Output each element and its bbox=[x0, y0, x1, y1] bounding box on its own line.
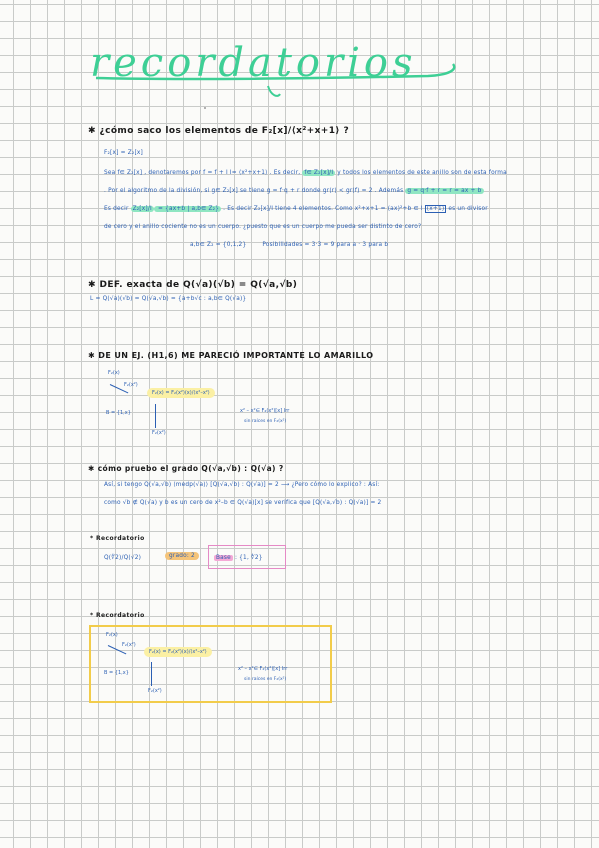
bullet-asterisk: ✱ bbox=[88, 351, 99, 360]
bullet-asterisk: ✱ bbox=[88, 126, 100, 136]
reminder2-top-field: F₂(x) bbox=[106, 632, 118, 638]
q3-basis: B = {1,x} bbox=[106, 410, 131, 416]
q4-line1: Así, si tengo Q(√a,√b) ⟨medp(√a)⟩ [Q(√a,√b) : Q(√a)] = 2 ⟶ ¿Pero cómo lo explico? : Así: bbox=[104, 482, 380, 488]
q3-bottom-field: F₂(x²) bbox=[152, 430, 166, 436]
q1-line4-text-end: es un divisor bbox=[448, 206, 488, 212]
q1-line1: F₂[x] = Z₂[x] bbox=[104, 150, 144, 156]
reminder2-top-subfield: F₂(x²) bbox=[122, 642, 136, 648]
q1-line3 bbox=[104, 188, 484, 194]
q4-line2: como √b ∉ Q(√a) y b es un cero de x²–b ∈ Q(√a)[x] se verifica que [Q(√a,√b) : Q(√a)] = 2 bbox=[104, 500, 382, 506]
stray-dot bbox=[204, 107, 206, 109]
q3-note-irreducible: x² – x²∈ F₂(x²)[x] Irr bbox=[240, 408, 290, 414]
q1-heading-text: ¿cómo saco los elementos de F₂[x]/⟨x²+x+1⟩ ? bbox=[99, 126, 350, 136]
page-title: recordatorios bbox=[90, 40, 417, 86]
reminder2-note-no-roots: sin raíces en F₂(x²) bbox=[244, 677, 287, 682]
q1-line6-possibilities: Posibilidades = 3·3 = 9 para a · 3 para b bbox=[262, 242, 389, 248]
reminder1-degree bbox=[165, 553, 199, 559]
q3-heading bbox=[88, 351, 373, 360]
q1-line4-boxed: (x+1) bbox=[426, 206, 445, 212]
q1-line2-highlight: f∈ Z₂[x]/I bbox=[304, 170, 334, 176]
reminder2-middle bbox=[144, 649, 212, 655]
bullet-asterisk: ✱ bbox=[88, 464, 98, 473]
reminder2-middle-quotient: /⟨x²–x²⟩ bbox=[188, 649, 207, 655]
q1-line6 bbox=[190, 242, 388, 248]
q1-line2-text: Sea f∈ Z₂[x] , denotaremos por f = f + I I= ⟨x²+x+1⟩ . Es decir, bbox=[104, 170, 301, 176]
reminder2-middle-highlight bbox=[144, 647, 212, 657]
reminder1-extension: Q(∜2)/Q(√2) bbox=[104, 555, 142, 561]
q4-heading-text: cómo pruebo el grado Q(√a,√b) : Q(√a) ? bbox=[97, 464, 284, 473]
q4-heading bbox=[88, 464, 284, 473]
reminder2-basis: B = {1,x} bbox=[104, 670, 129, 676]
q1-line4-text: Es decir bbox=[104, 206, 129, 212]
reminder1-degree-text: grado: 2 bbox=[165, 552, 199, 560]
q2-heading-text: DEF. exacta de Q(√a)(√b) = Q(√a,√b) bbox=[99, 280, 298, 290]
q1-line5: de cero y el anillo cociente no es un cuerpo. ¿puesto que es un cuerpo me pueda ser distinto de cero? bbox=[104, 224, 422, 230]
reminder2-heading: * Recordatorio bbox=[90, 612, 145, 619]
q3-middle-highlight bbox=[147, 388, 215, 398]
q1-line4-highlight-set: = {ax+b | a,b∈ Z₂} bbox=[155, 206, 220, 212]
reminder2-bottom-field: F₂(x²) bbox=[148, 688, 162, 694]
q3-note-no-roots: sin raíces en F₂(x²) bbox=[244, 419, 287, 424]
bullet-asterisk: ✱ bbox=[88, 280, 100, 290]
q1-line3-highlight: g = q·f + r = r = ax + b bbox=[407, 188, 482, 194]
q3-heading-text: DE UN EJ. (H1,6) ME PARECIÓ IMPORTANTE LO AMARILLO bbox=[98, 351, 374, 360]
reminder1-basis-value: : {1, ∜2} bbox=[234, 555, 263, 561]
q1-line2 bbox=[104, 170, 507, 176]
q3-middle-text: F₂(x) = F₂(x²)(x) bbox=[152, 390, 192, 396]
reminder2-box bbox=[89, 625, 332, 703]
q1-line4 bbox=[104, 206, 488, 212]
q1-line2-text-end: y todos los elementos de este anillo son de esta forma bbox=[337, 170, 507, 176]
q3-middle-quotient: /⟨x²–x²⟩ bbox=[191, 390, 210, 396]
q3-top-field: F₂(x) bbox=[108, 370, 120, 376]
q2-line1: L = Q(√a)(√b) = Q(√a,√b) = {a+b√c : a,b∈ Q(√a)} bbox=[90, 296, 247, 302]
q1-line6-set: a,b∈ Z₂ = {0,1,2} bbox=[190, 242, 247, 248]
q3-vertical-line bbox=[155, 404, 156, 428]
q1-heading bbox=[88, 126, 349, 136]
q1-line4-text-mid: . Es decir Z₂[x]/I tiene 4 elementos. Como x²+x+1 = (ax)²+b ∈ I bbox=[223, 206, 423, 212]
q1-line3-text: . Por el algoritmo de la división, si g∈ Z₂[x] se tiene g = f·q + r donde gr(r) < gr(f) = 2 . Además bbox=[104, 188, 404, 194]
reminder1-basis-label: Base bbox=[216, 555, 231, 561]
reminder1-basis bbox=[214, 555, 263, 561]
reminder2-middle-text: F₂(x) = F₂(x²)(x) bbox=[149, 649, 189, 655]
reminder2-vertical-line bbox=[151, 662, 152, 686]
q1-line4-highlight: Z₂[x]/I bbox=[132, 206, 152, 212]
q3-middle bbox=[147, 390, 215, 396]
q3-top-subfield: F₂(x²) bbox=[124, 382, 138, 388]
reminder2-note-irreducible: x² – x²∈ F₂(x²)[x] Irr bbox=[238, 666, 288, 672]
reminder1-heading: * Recordatorio bbox=[90, 535, 145, 542]
q2-heading bbox=[88, 280, 297, 290]
